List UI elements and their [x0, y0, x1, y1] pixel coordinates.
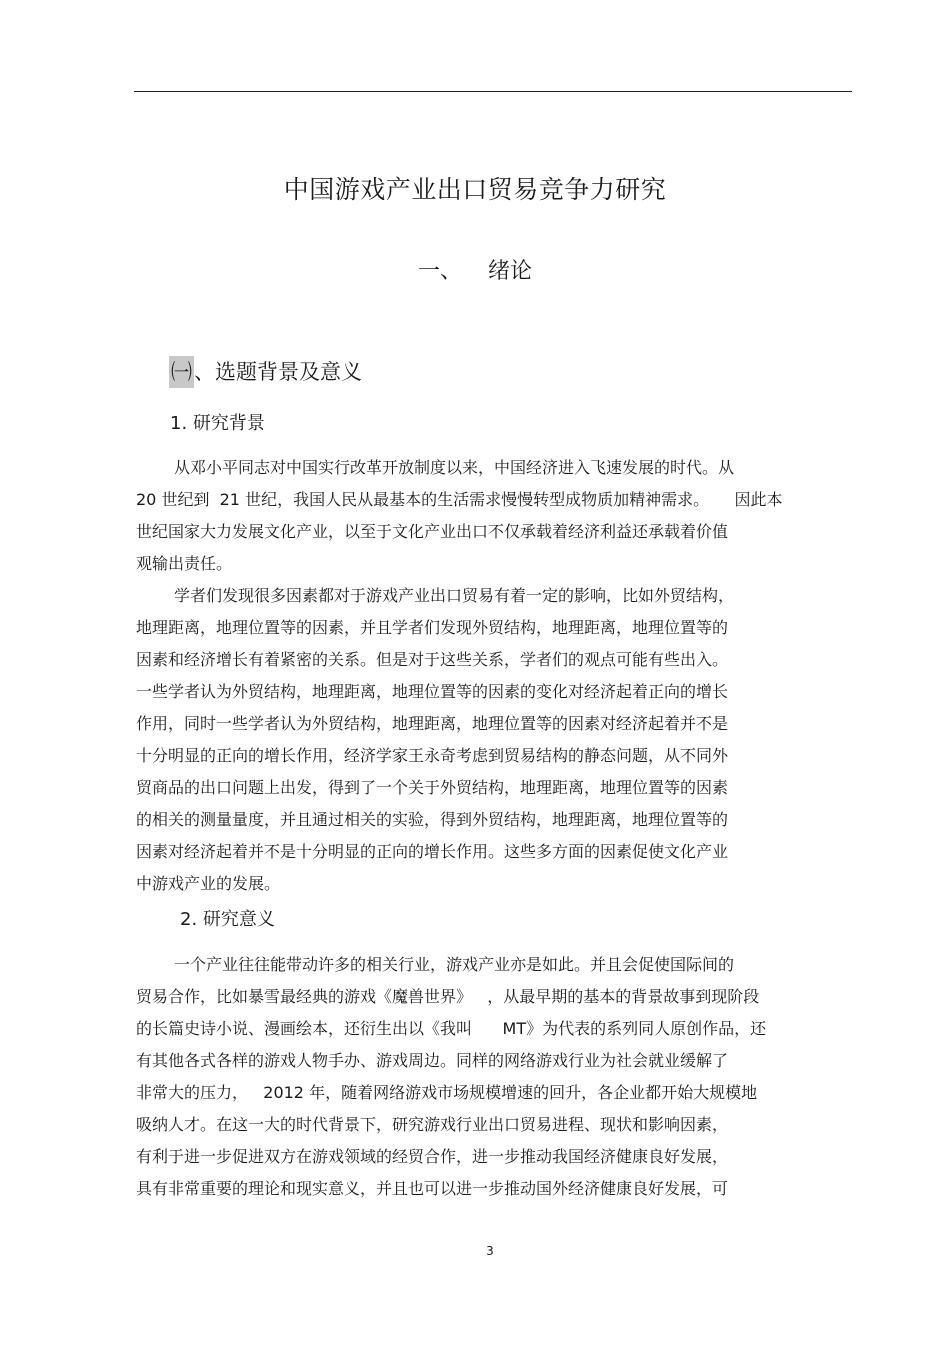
- body-line: 因素对经济起着并不是十分明显的正向的增长作用。这些多方面的因素促使文化产业: [136, 842, 729, 861]
- body-line: 中游戏产业的发展。: [136, 874, 281, 893]
- body-line: 非常大的压力， 2012 年，随着网络游戏市场规模增速的回升，各企业都开始大规模地: [136, 1083, 758, 1102]
- page-number: 3: [486, 1244, 494, 1258]
- body-line: 学者们发现很多因素都对于游戏产业出口贸易有着一定的影响，比如外贸结构，: [174, 586, 735, 605]
- body-line: 作用，同时一些学者认为外贸结构，地理距离，地理位置等的因素对经济起着并不是: [136, 714, 729, 733]
- body-line: 一个产业往往能带动许多的相关行业，游戏产业亦是如此。并且会促使国际间的: [174, 955, 735, 974]
- subsection-heading-background: 1. 研究背景: [170, 413, 265, 434]
- chapter-title: 绪论: [488, 259, 533, 284]
- chapter-number: 一、: [417, 259, 462, 284]
- body-line: 一些学者认为外贸结构，地理距离，地理位置等的因素的变化对经济起着正向的增长: [136, 682, 729, 701]
- header-rule: [134, 91, 852, 92]
- body-line: 世纪国家大力发展文化产业，以至于文化产业出口不仅承载着经济利益还承载着价值: [136, 522, 729, 541]
- section-heading: [169, 356, 362, 388]
- body-line: 贸商品的出口问题上出发，得到了一个关于外贸结构，地理距离，地理位置等的因素: [136, 778, 729, 797]
- document-title: 中国游戏产业出口贸易竞争力研究: [283, 175, 667, 204]
- body-line: 吸纳人才。在这一大的时代背景下，研究游戏行业出口贸易进程、现状和影响因素，: [136, 1115, 729, 1134]
- body-line: 观输出责任。: [136, 554, 233, 573]
- body-line: 的长篇史诗小说、漫画绘本，还衍生出以《我叫 MT》为代表的系列同人原创作品，还: [136, 1019, 767, 1038]
- section-title: 、选题背景及意义: [194, 360, 362, 384]
- body-line: 从邓小平同志对中国实行改革开放制度以来，中国经济进入飞速发展的时代。从: [174, 458, 735, 477]
- body-line: 十分明显的正向的增长作用，经济学家王永奇考虑到贸易结构的静态问题，从不同外: [136, 746, 729, 765]
- section-marker: ㈠: [169, 356, 194, 388]
- chapter-heading: [0, 256, 950, 288]
- subsection-heading-significance: 2. 研究意义: [180, 909, 275, 930]
- body-line: 具有非常重要的理论和现实意义，并且也可以进一步推动国外经济健康良好发展，可: [136, 1179, 729, 1198]
- body-line: 有利于进一步促进双方在游戏领域的经贸合作，进一步推动我国经济健康良好发展，: [136, 1147, 729, 1166]
- body-line: 因素和经济增长有着紧密的关系。但是对于这些关系，学者们的观点可能有些出入。: [136, 650, 729, 669]
- body-line: 的相关的测量量度，并且通过相关的实验，得到外贸结构，地理距离，地理位置等的: [136, 810, 729, 829]
- body-line: 有其他各式各样的游戏人物手办、游戏周边。同样的网络游戏行业为社会就业缓解了: [136, 1051, 729, 1070]
- body-line: 贸易合作，比如暴雪最经典的游戏《魔兽世界》 ，从最早期的基本的背景故事到现阶段: [136, 987, 760, 1006]
- body-line: 20 世纪到 21 世纪，我国人民从最基本的生活需求慢慢转型成物质加精神需求。 因此本: [136, 490, 783, 509]
- body-line: 地理距离，地理位置等的因素，并且学者们发现外贸结构，地理距离，地理位置等的: [136, 618, 729, 637]
